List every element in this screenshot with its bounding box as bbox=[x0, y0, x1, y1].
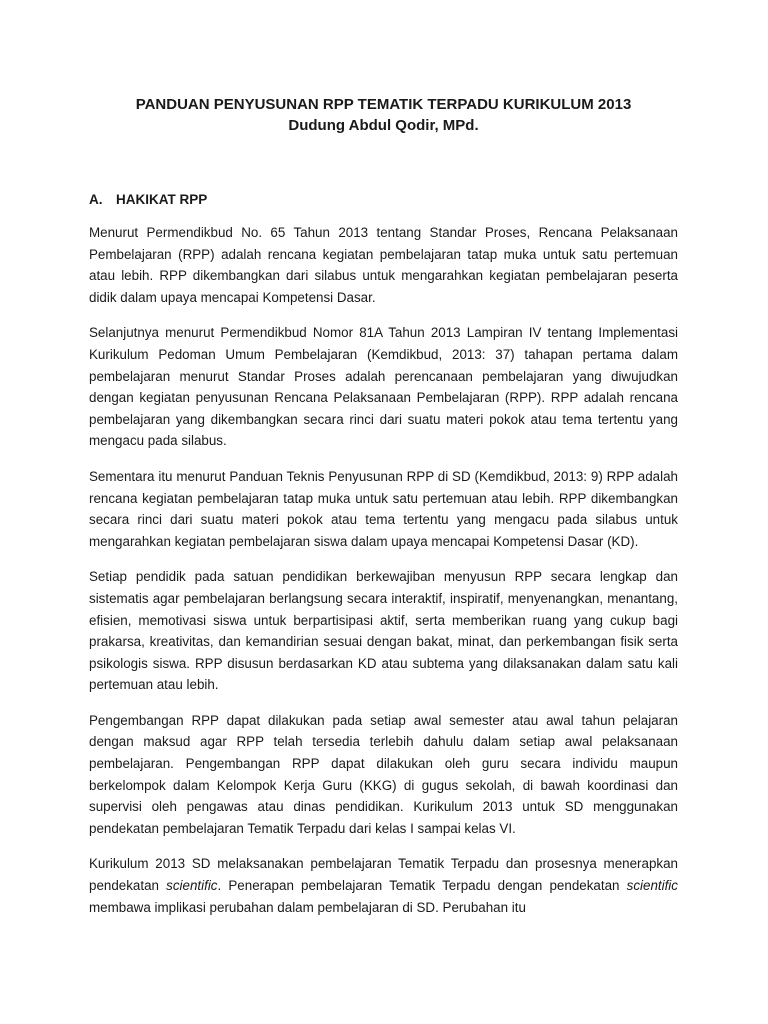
document-title: PANDUAN PENYUSUNAN RPP TEMATIK TERPADU KURIKULUM 2013 bbox=[135, 96, 632, 113]
document-page bbox=[89, 94, 678, 918]
paragraph-1: Menurut Permendikbud No. 65 Tahun 2013 tentang Standar Proses, Rencana Pelaksanaan Pembelajaran (RPP) adalah rencana kegiatan pembelajaran tatap muka untuk satu pertemuan atau lebih. RPP dikembangkan dari silabus untuk mengarahkan kegiatan pembelajaran peserta didik dalam upaya mencapai Kompetensi Dasar. bbox=[89, 225, 678, 305]
paragraph-6-text-c: membawa implikasi perubahan dalam pembelajaran di SD. Perubahan itu bbox=[89, 899, 526, 915]
paragraph-6-italic-a: scientific bbox=[166, 878, 218, 894]
paragraph-6 bbox=[89, 853, 678, 918]
section-number: A. bbox=[89, 192, 103, 207]
paragraph-5: Pengembangan RPP dapat dilakukan pada setiap awal semester atau awal tahun pelajaran dengan maksud agar RPP telah tersedia terlebih dahulu dalam setiap awal pelaksanaan pembelajaran. Pengembangan RPP dapat dilakukan oleh guru secara individu maupun berkelompok dalam Kelompok Kerja Guru (KKG) di gugus sekolah, di bawah koordinasi dan supervisi oleh pengawas atau dinas pendidikan. Kurikulum 2013 untuk SD menggunakan pendekatan pembelajaran Tematik Terpadu dari kelas I sampai kelas VI. bbox=[89, 712, 678, 836]
section-heading bbox=[89, 189, 678, 210]
paragraph-6-text-a: Kurikulum 2013 SD melaksanakan pembelajaran Tematik Terpadu dan prosesnya menerapkan pendekatan bbox=[89, 856, 678, 894]
section-title: HAKIKAT RPP bbox=[116, 192, 208, 207]
paragraph-3: Sementara itu menurut Panduan Teknis Penyusunan RPP di SD (Kemdikbud, 2013: 9) RPP adalah rencana kegiatan pembelajaran tatap muka untuk satu pertemuan atau lebih. RPP dikembangkan secara rinci dari suatu materi pokok atau tema tertentu yang mengacu pada silabus untuk mengarahkan kegiatan pembelajaran siswa dalam upaya mencapai Kompetensi Dasar (KD). bbox=[89, 468, 678, 549]
paragraph-6-text-b: . Penerapan pembelajaran Tematik Terpadu dengan pendekatan bbox=[217, 878, 627, 894]
paragraph-2: Selanjutnya menurut Permendikbud Nomor 81A Tahun 2013 Lampiran IV tentang Implementasi Kurikulum Pedoman Umum Pembelajaran (Kemdikbud, 2013: 37) tahapan pertama dalam pembelajaran menurut Standar Proses adalah perencanaan pembelajaran yang diwujudkan dengan kegiatan penyusunan Rencana Pelaksanaan Pembelajaran (RPP). RPP adalah rencana pembelajaran yang dikembangkan secara rinci dari suatu materi pokok atau tema tertentu yang mengacu pada silabus. bbox=[89, 325, 678, 449]
paragraph-6-italic-b: scientific bbox=[626, 878, 678, 894]
document-author: Dudung Abdul Qodir, MPd. bbox=[288, 117, 479, 134]
paragraph-4: Setiap pendidik pada satuan pendidikan berkewajiban menyusun RPP secara lengkap dan sistematis agar pembelajaran berlangsung secara interaktif, inspiratif, menyenangkan, menantang, efisien, memotivasi siswa untuk berpartisipasi aktif, serta memberikan ruang yang cukup bagi prakarsa, kreativitas, dan kemandirian sesuai dengan bakat, minat, dan perkembangan fisik serta psikologis siswa. RPP disusun berdasarkan KD atau subtema yang dilaksanakan dalam satu kali pertemuan atau lebih. bbox=[89, 569, 678, 693]
